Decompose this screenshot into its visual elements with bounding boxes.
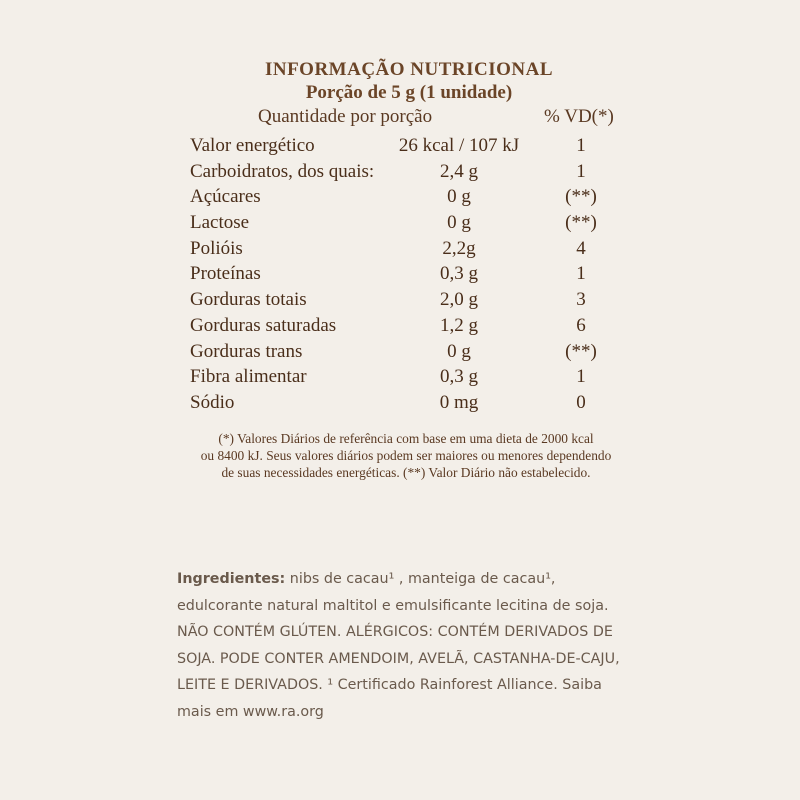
nutrient-daily-value: 6 <box>576 314 586 336</box>
nutrient-rows <box>176 133 636 416</box>
nutrient-name: Gorduras saturadas <box>190 314 337 336</box>
table-row <box>176 339 636 365</box>
nutrient-name: Fibra alimentar <box>190 366 307 388</box>
nutrient-name: Carboidratos, dos quais: <box>190 160 375 182</box>
table-row <box>176 184 636 210</box>
nutrient-quantity: 2,0 g <box>440 289 478 311</box>
nutrition-facts-table <box>176 58 636 481</box>
nutrient-name: Polióis <box>190 237 243 259</box>
table-row <box>176 364 636 390</box>
nutrient-name: Valor energético <box>190 135 315 156</box>
table-header <box>176 106 636 132</box>
table-row <box>176 133 636 159</box>
ingredients-label: Ingredientes: <box>177 571 286 587</box>
nutrient-daily-value: 3 <box>576 289 586 311</box>
ingredients-paragraph <box>177 566 637 725</box>
nutrient-quantity: 1,2 g <box>440 314 478 336</box>
nutrient-daily-value: (**) <box>565 186 597 208</box>
serving-size: Porção de 5 g (1 unidade) <box>305 82 513 103</box>
nutrient-quantity: 26 kcal / 107 kJ <box>398 135 520 156</box>
table-row <box>176 236 636 262</box>
table-row <box>176 287 636 313</box>
nutrient-daily-value: (**) <box>565 340 597 362</box>
nutrient-quantity: 0 g <box>447 340 471 362</box>
table-row <box>176 210 636 236</box>
table-row <box>176 390 636 416</box>
nutrient-name: Açúcares <box>190 186 261 208</box>
nutrient-daily-value: 1 <box>576 135 586 156</box>
nutrient-name: Lactose <box>190 212 250 234</box>
nutrient-name: Gorduras trans <box>190 340 303 362</box>
nutrient-quantity: 2,2g <box>442 237 476 259</box>
header-daily-value: % VD(*) <box>544 106 614 127</box>
nutrient-daily-value: 0 <box>576 391 586 413</box>
footnote-line: ou 8400 kJ. Seus valores diários podem ser maiores ou menores dependendo <box>200 447 612 463</box>
nutrient-daily-value: 1 <box>576 160 586 182</box>
header-quantity: Quantidade por porção <box>258 106 433 127</box>
nutrient-daily-value: 1 <box>576 263 586 285</box>
nutrient-quantity: 0,3 g <box>440 366 478 388</box>
daily-value-footnote <box>174 430 638 481</box>
table-row <box>176 159 636 185</box>
nutrient-quantity: 0 g <box>447 212 471 234</box>
nutrient-quantity: 2,4 g <box>440 160 478 182</box>
nutrient-daily-value: 1 <box>576 366 586 388</box>
footnote-line: de suas necessidades energéticas. (**) Valor Diário não estabelecido. <box>221 464 591 480</box>
nutrient-quantity: 0 g <box>447 186 471 208</box>
table-row <box>176 313 636 339</box>
nutrition-title: INFORMAÇÃO NUTRICIONAL <box>264 59 554 80</box>
nutrient-daily-value: 4 <box>576 237 586 259</box>
nutrient-quantity: 0,3 g <box>440 263 478 285</box>
nutrient-quantity: 0 mg <box>439 391 479 413</box>
nutrient-name: Proteínas <box>190 263 261 285</box>
nutrient-name: Sódio <box>190 391 235 413</box>
footnote-line: (*) Valores Diários de referência com base em uma dieta de 2000 kcal <box>218 430 594 446</box>
ingredients-text: nibs de cacau¹ , manteiga de cacau¹, edulcorante natural maltitol e emulsificante lecitina de soja. NÃO CONTÉM GLÚTEN. ALÉRGICOS: CONTÉM DERIVADOS DE SOJA. PODE CONTER AMENDOIM, AVELÃ, CASTANHA-DE-CAJU, LEITE E DERIVADOS. ¹ Certificado Rainforest Alliance. Saiba mais em www.ra.org <box>177 571 620 720</box>
table-row <box>176 261 636 287</box>
nutrient-name: Gorduras totais <box>190 289 307 311</box>
nutrient-daily-value: (**) <box>565 212 597 234</box>
